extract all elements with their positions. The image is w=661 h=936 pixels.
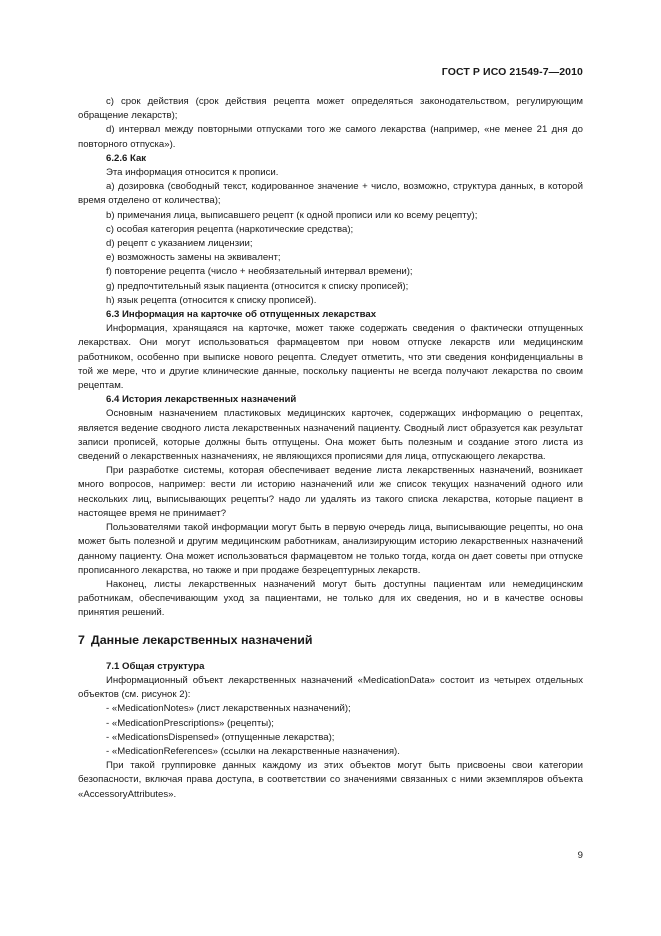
list-item: - «MedicationReferences» (ссылки на лекарственные назначения). [106,745,400,757]
document-body [78,95,583,802]
list-item: - «MedicationPrescriptions» (рецепты); [106,717,274,729]
section-7-1-paragraph: Информационный объект лекарственных назначений «MedicationData» состоит из четырех отдельных объектов (см. рисунок 2): [78,674,583,701]
section-6-4-paragraph-4: Наконец, листы лекарственных назначений могут быть доступны пациентам или немедицинским работникам, обеспечивающим уход за пациентами, не только для их сведения, но и в качестве основы принятия решений. [78,578,583,619]
list-item: f) повторение рецепта (число + необязательный интервал времени); [106,266,413,278]
section-7-title: Данные лекарственных назначений [90,632,313,647]
section-6-4-paragraph-2: При разработке системы, которая обеспечивает ведение листа лекарственных назначений, возникает много вопросов, например: вести ли историю назначений или же список текущих назначений одного или нескольких лиц, выписывающих рецепты? надо ли удалять из такого списка лекарства, которые пациент в настоящее время не принимает? [78,465,583,519]
section-7-heading [78,633,583,647]
section-6-3-heading: 6.3 Информация на карточке об отпущенных лекарствах [106,309,377,321]
list-item: h) язык рецепта (относится к списку прописей). [106,294,317,306]
list-item: - «MedicationsDispensed» (отпущенные лекарства); [106,731,335,743]
page-number: 9 [577,850,583,861]
list-item: c) особая категория рецепта (наркотические средства); [106,223,354,235]
section-6-2-6-heading: 6.2.6 Как [106,152,147,164]
section-7-1-heading: 7.1 Общая структура [106,660,205,672]
paragraph-interval: d) интервал между повторными отпусками того же самого лекарства (например, «не менее 21 дня до повторного отпуска»). [78,124,583,150]
section-6-4-paragraph-3: Пользователями такой информации могут быть в первую очередь лица, выписывающие рецепты, но она может быть полезной и другим медицинским работникам, анализирующим историю лекарственных назначений данному пациенту. Она может использоваться фармацевтом не только тогда, когда он дает советы при отпуске прописанного лекарства, но также и при продаже безрецептурных лекарств. [78,522,583,576]
section-6-2-6-intro: Эта информация относится к прописи. [106,167,279,179]
list-item: d) рецепт с указанием лицензии; [106,238,253,250]
paragraph-duration: c) срок действия (срок действия рецепта может определяться законодательством, регулирующим обращение лекарств); [78,96,583,122]
section-6-4-heading: 6.4 История лекарственных назначений [106,394,297,406]
document-id-header: ГОСТ Р ИСО 21549-7—2010 [441,66,583,78]
section-6-4-paragraph-1: Основным назначением пластиковых медицинских карточек, содержащих информацию о рецептах, является ведение сводного листа лекарственных назначений пациенту. Сводный лист образуется как результат записи прописей, которые должны быть отпущены. Она может быть полезным и создание этого листа из сведений о лекарственных назначениях, не являющихся прописями для лица, отпускающего лекарства. [78,408,583,463]
list-item: g) предпочтительный язык пациента (относится к списку прописей); [106,280,409,292]
section-7-1-closing-paragraph: При такой группировке данных каждому из этих объектов могут быть присвоены свои категории безопасности, включая права доступа, в соответствии со значениями связанных с ними экземпляров объекта «AccessoryAttributes». [78,760,583,800]
list-item: a) дозировка (свободный текст, кодированное значение + число, возможно, структура данных, в которой время отделено от количества); [78,181,583,207]
list-item: e) возможность замены на эквивалент; [106,252,281,264]
section-6-3-paragraph: Информация, хранящаяся на карточке, может также содержать сведения о фактически отпущенных лекарствах. Они могут использоваться фармацевтом при новом отпуске лекарств или медицинским работником, особенно при выписке нового рецепта. Следует отметить, что эти сведения конфиденциальны в той же мере, что и другие клинические данные, поскольку пациенты не всегда получают лекарства по своим рецептам. [78,323,583,392]
list-item: b) примечания лица, выписавшего рецепт (к одной прописи или ко всему рецепту); [106,209,478,221]
section-7-number: 7 [78,632,85,647]
list-item: - «MedicationNotes» (лист лекарственных назначений); [106,703,351,715]
